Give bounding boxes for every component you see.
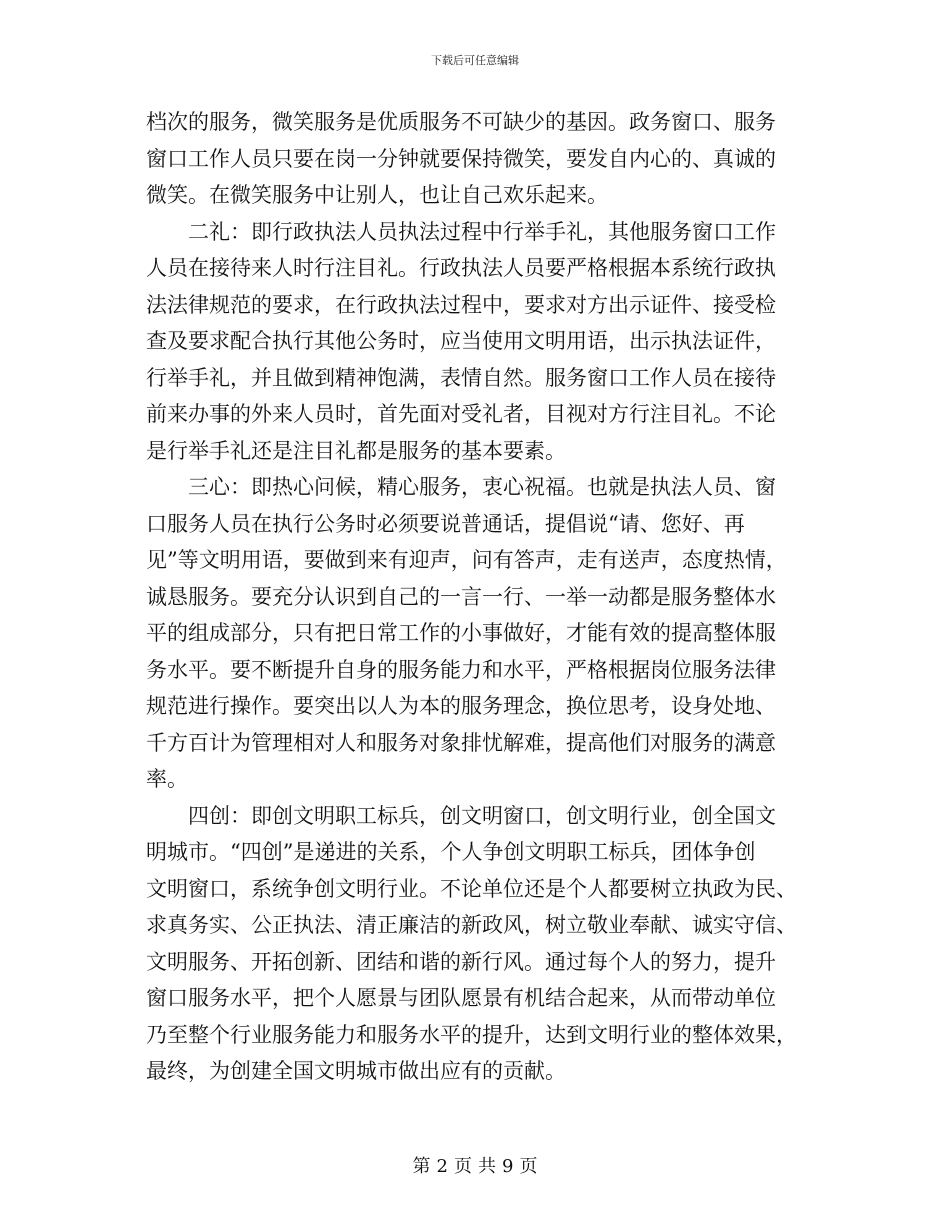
- page-total: 9: [502, 1156, 514, 1177]
- text-line: 查及要求配合执行其他公务时，应当使用文明用语，出示执法证件，: [146, 329, 776, 353]
- text-line: 档次的服务，微笑服务是优质服务不可缺少的基因。政务窗口、服务: [146, 110, 776, 134]
- text-line: 人员在接待来人时行注目礼。行政执法人员要严格根据本系统行政执: [146, 256, 776, 280]
- text-line: 微笑。在微笑服务中让别人，也让自己欢乐起来。: [146, 183, 608, 207]
- text-line: 最终，为创建全国文明城市做出应有的贡献。: [146, 1059, 566, 1083]
- total-label: 共: [478, 1156, 496, 1177]
- text-line: 规范进行操作。要突出以人为本的服务理念，换位思考，设身处地、: [146, 694, 776, 718]
- text-line: 文明窗口，系统争创文明行业。不论单位还是个人都要树立执政为民、: [146, 876, 797, 901]
- text-line: 明城市。“四创”是递进的关系，个人争创文明职工标兵，团体争创: [146, 840, 756, 864]
- text-line: 率。: [146, 767, 188, 791]
- total-unit: 页: [519, 1156, 538, 1177]
- text-line: 前来办事的外来人员时，首先面对受礼者，目视对方行注目礼。不论: [146, 402, 776, 426]
- text-line: 千方百计为管理相对人和服务对象排忧解难，提高他们对服务的满意: [146, 730, 776, 755]
- page-header: 下载后可任意编辑: [431, 54, 519, 67]
- text-line: 求真务实、公正执法、清正廉洁的新政风，树立敬业奉献、诚实守信、: [146, 913, 797, 937]
- text-line: 窗口工作人员只要在岗一分钟就要保持微笑，要发自内心的、真诚的: [146, 146, 776, 171]
- text-line: 见”等文明用语，要做到来有迎声，问有答声，走有送声，态度热情，: [146, 548, 787, 572]
- text-line: 务水平。要不断提升自身的服务能力和水平，严格根据岗位服务法律: [146, 657, 776, 682]
- text-line: 窗口服务水平，把个人愿景与团队愿景有机结合起来，从而带动单位: [146, 986, 776, 1010]
- text-line: 是行举手礼还是注目礼都是服务的基本要素。: [146, 438, 566, 463]
- text-line: 诚恳服务。要充分认识到自己的一言一行、一举一动都是服务整体水: [146, 584, 776, 609]
- text-line: 行举手礼，并且做到精神饱满，表情自然。服务窗口工作人员在接待: [146, 365, 776, 390]
- page-current: 2: [436, 1156, 448, 1177]
- text-line: 平的组成部分，只有把日常工作的小事做好，才能有效的提高整体服: [146, 621, 776, 645]
- text-line: 三心：即热心问候，精心服务，衷心祝福。也就是执法人员、窗: [146, 475, 776, 499]
- document-body: [146, 104, 806, 1090]
- page-footer: [0, 1152, 950, 1178]
- page-label: 第: [412, 1156, 431, 1177]
- text-line: 乃至整个行业服务能力和服务水平的提升，达到文明行业的整体效果，: [146, 1022, 797, 1047]
- text-line: 法法律规范的要求，在行政执法过程中，要求对方出示证件、接受检: [146, 292, 776, 317]
- page-unit: 页: [454, 1156, 472, 1177]
- text-line: 四创：即创文明职工标兵，创文明窗口，创文明行业，创全国文: [146, 803, 776, 828]
- text-line: 口服务人员在执行公务时必须要说普通话，提倡说“请、您好、再: [146, 511, 745, 536]
- text-line: 文明服务、开拓创新、团结和谐的新行风。通过每个人的努力，提升: [146, 949, 776, 974]
- text-line: 二礼：即行政执法人员执法过程中行举手礼，其他服务窗口工作: [146, 219, 776, 244]
